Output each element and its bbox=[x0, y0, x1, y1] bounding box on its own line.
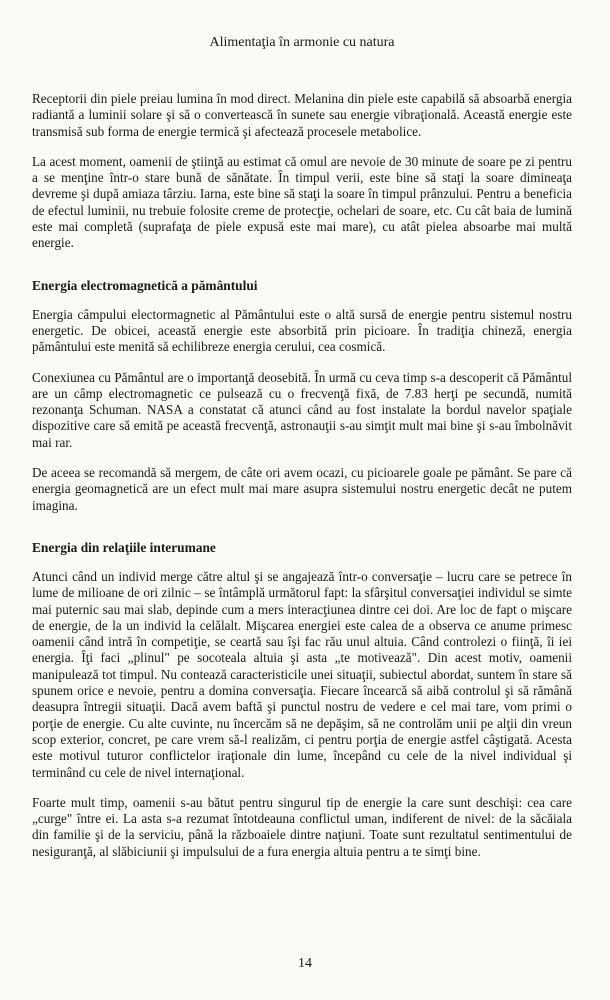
running-header: Alimentaţia în armonie cu natura bbox=[209, 35, 395, 50]
page-number: 14 bbox=[298, 956, 312, 971]
paragraph-conversation-energy: Atunci când un individ merge către altul şi se angajează într-o conversaţie – lucru care se petrece în lume de milioane de ori zilnic – se întâmplă următorul fapt: la sfârşitul conversaţiei individul se simte mai puternic sau mai slab, depinde cum a mers interacţiunea dintre cei doi. Are loc de fapt o mişcare de energie, de la un individ la celălalt. Mişcarea energiei este calea de a observa ce anume primesc oamenii când intră în competiţie, se ceartă sau îşi fac rău unul altuia. Când controlezi o fiinţă, îi iei energia. Îţi faci „plinul" pe socoteala altuia şi asta „te motivează". Din acest motiv, oamenii manipulează tot timpul. Nu contează caracteristicile unei situaţii, subiectul abordat, suntem în stare să spunem orice e nevoie, pentru a domina conversaţia. Fiecare încearcă să aibă controlul şi să rămână deasupra întregii situaţii. Dacă avem baftă şi punctul nostru de vedere e cel mai tare, vom primi o porţie de energie. Cu alte cuvinte, nu încercăm să ne depăşim, să ne controlăm unii pe alţii din vreun scop exterior, concret, pe care vrem să-l realizăm, ci pentru porţia de energie astfel câştigată. Acesta este motivul tuturor conflictelor iraţionale din lume, începând cu cele de la nivel individual şi terminând cu cele de nivel internaţional. bbox=[32, 568, 572, 780]
paragraph-earth-field: Energia câmpului electormagnetic al Pământului este o altă sursă de energie pentru sistemul nostru energetic. De obicei, această energie este absorbită prin picioare. În tradiţia chineză, energia pământului este menită să echilibreze energia cerului, cea cosmică. bbox=[32, 306, 572, 355]
section-heading-earth-energy: Energia electromagnetică a pământului bbox=[32, 277, 258, 293]
paragraph-sun-exposure: La acest moment, oamenii de ştiinţă au estimat că omul are nevoie de 30 minute de soare pe zi pentru a se menţine într-o stare bună de sănătate. În timpul verii, este bine să staţi la soare dimineaţa devreme şi după amiaza târziu. Iarna, este bine să staţi la soare în timpul prânzului. Pentru a beneficia de efectul luminii, nu trebuie folosite creme de protecţie, ochelari de soare, etc. Cu cât baia de lumină este mai completă (suprafaţa de piele expusă este mai mare), cu atât pielea absoarbe mai multă energie. bbox=[32, 153, 572, 251]
paragraph-human-conflict: Foarte mult timp, oamenii s-au bătut pentru singurul tip de energie la care sunt deschişi: cea care „curge" între ei. La asta s-a rezumat întotdeauna conflictul uman, indiferent de nivel: de la săcăiala din familie şi de la serviciu, până la războaiele dintre naţiuni. Toate sunt rezultatul sentimentului de nesiguranţă, al slăbiciunii şi impulsului de a fura energia altuia pentru a te simţi bine. bbox=[32, 794, 572, 859]
section-heading-interpersonal-energy: Energia din relaţiile interumane bbox=[32, 539, 216, 555]
paragraph-schuman-resonance: Conexiunea cu Pământul are o importanţă deosebită. În urmă cu ceva timp s-a descoperit că Pământul are un câmp electromagnetic ce pulsează cu o frecvenţă fixă, de 7.83 herţi pe secundă, numită rezonanţa Schuman. NASA a constatat că atunci când au fost instalate la bordul navelor spaţiale dispozitive care să emită pe această frecvenţă, astronauţii s-au simţit mult mai bine şi s-au îmbolnăvit mai rar. bbox=[32, 369, 572, 450]
paragraph-skin-receptors: Receptorii din piele preiau lumina în mod direct. Melanina din piele este capabilă să absoarbă energia radiantă a luminii solare şi să o convertească în sunete sau energie vibraţională. Această energie este transmisă sub forma de energie termică şi afectează procesele metabolice. bbox=[32, 91, 572, 139]
paragraph-barefoot: De aceea se recomandă să mergem, de câte ori avem ocazi, cu picioarele goale pe pământ. Se pare că energia geomagnetică are un efect mult mai mare asupra sistemului nostru energetic decât ne putem imagina. bbox=[32, 465, 572, 513]
